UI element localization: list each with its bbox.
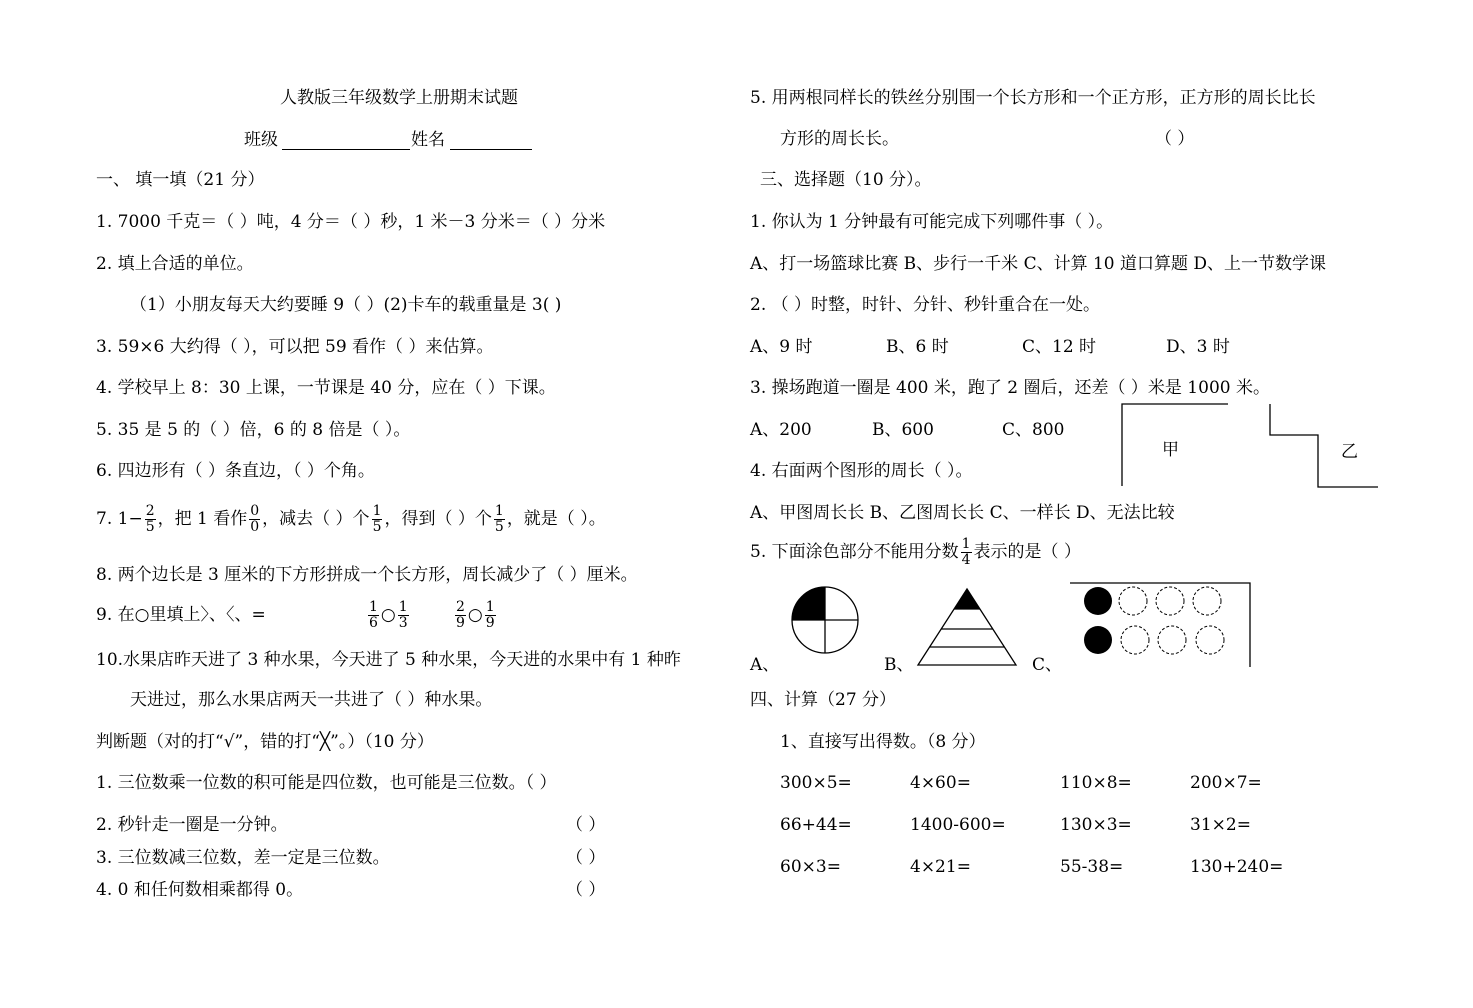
calc-item: 66+44= [780,815,852,835]
judge-q5-line1: 5. 用两根同样长的铁丝分别围一个长方形和一个正方形，正方形的周长比长 [750,88,1316,108]
calc-item: 31×2= [1190,815,1251,835]
choice-q2: 2. （ ）时整，时针、分针、秒针重合在一处。 [750,295,1101,315]
fraction-numerator: 1 [372,503,382,519]
section1-heading: 一、 填一填（21 分） [96,170,265,190]
fraction-numerator: 1 [485,599,495,615]
choice-q4: 4. 右面两个图形的周长（ ）。 [750,461,973,481]
fraction-numerator: 1 [369,599,378,615]
q7-part3: ，减去（ ）个 [262,509,370,529]
q7-part5: ，就是（ ）。 [506,509,606,529]
judge-q5-paren[interactable]: （ ） [1155,129,1195,149]
calc-item: 1400-600= [910,815,1006,835]
judge-q5-line2: 方形的周长长。 [780,129,899,149]
q5-text: 5. 35 是 5 的（ ）倍，6 的 8 倍是（ ）。 [96,420,411,440]
judge-q4-paren[interactable]: （ ） [566,880,606,900]
q9-text: 9. 在○里填上〉、〈、= [96,605,266,625]
q2-text: 2. 填上合适的单位。 [96,254,254,274]
calc-item: 130+240= [1190,857,1284,877]
judge-q4: 4. 0 和任何数相乘都得 0。 [96,880,304,900]
q8-text: 8. 两个边长是 3 厘米的下方形拼成一个长方形，周长减少了（ ）厘米。 [96,565,638,585]
q7-part2: ，把 1 看作 [157,509,248,529]
calc-item: 60×3= [780,857,841,877]
q3-text: 3. 59×6 大约得（ ），可以把 59 看作（ ）来估算。 [96,337,494,357]
q1-text: 1. 7000 千克＝（ ）吨，4 分＝（ ）秒，1 米－3 分米＝（ ）分米 [96,212,606,232]
q10-line2: 天进过，那么水果店两天一共进了（ ）种水果。 [130,690,493,710]
choice-q3-option-b[interactable]: B、600 [872,420,934,440]
figure-b-triangle[interactable] [918,589,1016,665]
section4-heading: 四、计算（27 分） [750,690,897,710]
fraction-denominator: 5 [494,519,504,535]
fraction-denominator: 6 [369,615,378,631]
judge-q1: 1. 三位数乘一位数的积可能是四位数，也可能是三位数。（ ） [96,773,557,793]
fraction-numerator: 0 [250,503,260,519]
choice-q1: 1. 你认为 1 分钟最有可能完成下列哪件事（ ）。 [750,212,1114,232]
fraction-denominator: 4 [961,552,971,568]
q2-sub-text: （1）小朋友每天大约要睡 9（ ）(2)卡车的载重量是 3( ) [130,295,562,315]
judge-q3: 3. 三位数减三位数，差一定是三位数。 [96,848,390,868]
q6-text: 6. 四边形有（ ）条直边，（ ）个角。 [96,461,375,481]
fraction-denominator: 5 [145,519,155,535]
calc-item: 200×7= [1190,773,1262,793]
fraction-numerator: 1 [961,536,971,552]
choice-q4-options: A、甲图周长长 B、乙图周长长 C、一样长 D、无法比较 [750,503,1175,523]
name-label: 姓名 [411,130,445,150]
choice-q5-label-c[interactable]: C、 [1032,655,1063,675]
judge-q2: 2. 秒针走一圈是一分钟。 [96,815,288,835]
fraction-numerator: 1 [398,599,408,615]
judge-heading: 判断题（对的打“√”，错的打“╳”。）（10 分） [96,732,434,752]
judge-q3-paren[interactable]: （ ） [566,848,606,868]
choice-q2-option-d[interactable]: D、3 时 [1166,337,1230,357]
figure-yi-label: 乙 [1341,442,1358,462]
fraction-denominator: 5 [372,519,382,535]
figure-c-circles[interactable] [1070,583,1250,667]
calc-item: 4×60= [910,773,971,793]
q10-line1: 10.水果店昨天进了 3 种水果，今天进了 5 种水果，今天进的水果中有 1 种昨 [96,650,681,670]
choice-q2-option-c[interactable]: C、12 时 [1022,337,1097,357]
fraction-numerator: 2 [456,599,465,615]
choice-q3-option-c[interactable]: C、800 [1002,420,1065,440]
choice-q2-option-a[interactable]: A、9 时 [750,337,813,357]
calc-item: 110×8= [1060,773,1132,793]
fraction-denominator: 3 [398,615,408,631]
calc-item: 130×3= [1060,815,1132,835]
calc-item: 300×5= [780,773,852,793]
class-label: 班级 [244,130,278,150]
figure-jia-label: 甲 [1162,440,1179,460]
fraction-numerator: 2 [145,503,155,519]
figure-a-circle[interactable] [792,587,858,653]
calc-subheading: 1、直接写出得数。（8 分） [780,732,986,752]
choice-q5-label-b[interactable]: B、 [884,655,914,675]
q4-text: 4. 学校早上 8：30 上课，一节课是 40 分，应在（ ）下课。 [96,378,556,398]
judge-q2-paren[interactable]: （ ） [566,815,606,835]
choice-q2-option-b[interactable]: B、6 时 [886,337,949,357]
choice-q5-suffix: 表示的是（ ） [973,542,1081,562]
q7-part1: 7. 1− [96,509,143,529]
calc-item: 4×21= [910,857,971,877]
choice-q3-option-a[interactable]: A、200 [750,420,812,440]
choice-q1-options: A、打一场篮球比赛 B、步行一千米 C、计算 10 道口算题 D、上一节数学课 [750,254,1327,274]
choice-q5-prefix: 5. 下面涂色部分不能用分数 [750,542,959,562]
choice-q5-label-a[interactable]: A、 [750,655,780,675]
fraction-denominator: 9 [456,615,465,631]
fraction-denominator: 0 [250,519,260,535]
page-title: 人教版三年级数学上册期末试题 [280,88,518,108]
q7-part4: ，得到（ ）个 [384,509,492,529]
calc-item: 55-38= [1060,857,1124,877]
section3-heading: 三、选择题（10 分）。 [760,170,932,190]
compare-circle[interactable]: ○ [380,605,396,625]
compare-circle[interactable]: ○ [467,605,483,625]
choice-q3: 3. 操场跑道一圈是 400 米，跑了 2 圈后，还差（ ）米是 1000 米。 [750,378,1270,398]
fraction-numerator: 1 [494,503,504,519]
fraction-denominator: 9 [485,615,495,631]
